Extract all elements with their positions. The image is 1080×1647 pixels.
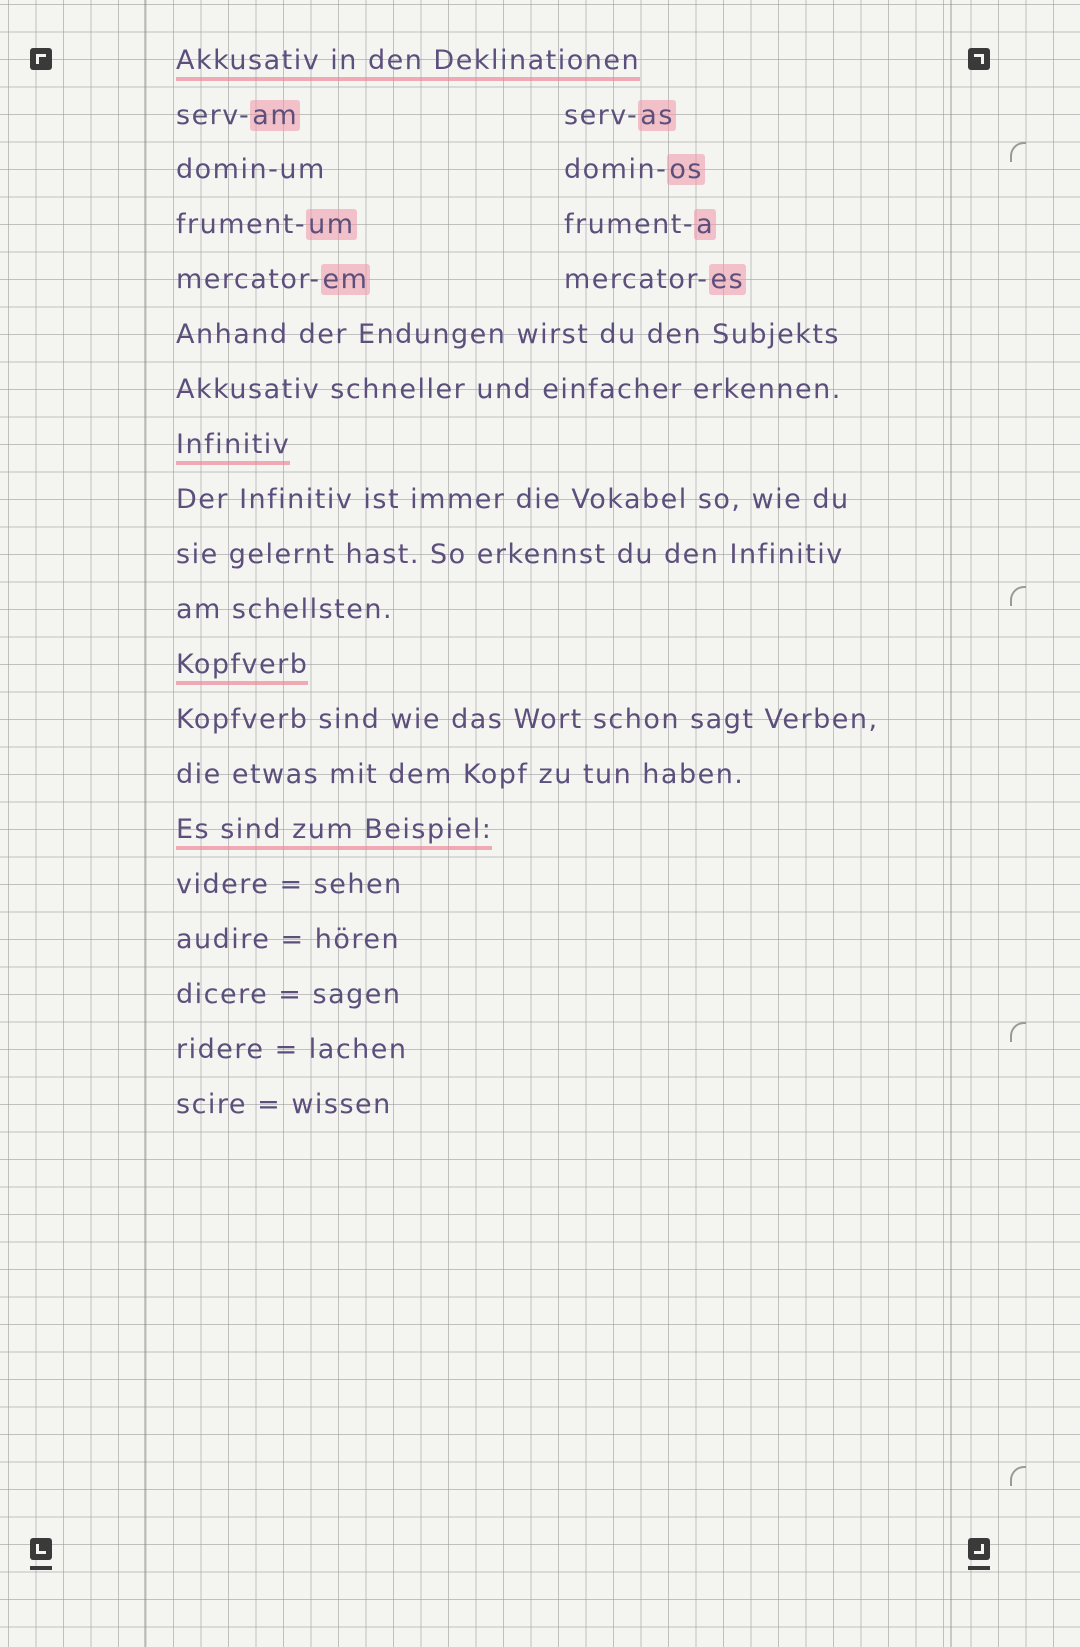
latin-verb: ridere: [176, 1034, 265, 1065]
corner-marker-icon: [968, 1538, 990, 1560]
infinitiv-line: Der Infinitiv ist immer die Vokabel so, wie du: [176, 484, 850, 515]
kopfverb-title: Kopfverb: [176, 649, 308, 685]
latin-verb: scire: [176, 1089, 248, 1120]
singular-stem: frument-: [176, 209, 307, 240]
examples-heading: [176, 813, 492, 847]
german-translation: lachen: [308, 1034, 408, 1065]
punch-hole-icon: [1010, 142, 1026, 162]
plural-ending: es: [710, 264, 745, 295]
infinitiv-line: am schellsten.: [176, 594, 394, 625]
infinitiv-line: sie gelernt hast. So erkennst du den Infinitiv: [176, 539, 844, 570]
plural-stem: domin-: [564, 154, 668, 185]
marker-bar-icon: [968, 1566, 990, 1570]
punch-hole-icon: [1010, 1022, 1026, 1042]
example-row: audire = hören: [176, 924, 401, 955]
singular-stem: mercator-: [176, 264, 321, 295]
punch-hole-icon: [1010, 1466, 1026, 1486]
page-heading: [176, 44, 640, 78]
plural-stem: frument-: [564, 209, 695, 240]
kopfverb-line: Kopfverb sind wie das Wort schon sagt Verben,: [176, 704, 879, 735]
plural-stem: serv-: [564, 100, 639, 131]
kopfverb-line: die etwas mit dem Kopf zu tun haben.: [176, 759, 745, 790]
infinitiv-title: Infinitiv: [176, 429, 290, 465]
singular-ending: em: [322, 264, 369, 295]
singular-stem: serv-: [176, 100, 251, 131]
heading-text: Akkusativ in den Deklinationen: [176, 45, 640, 81]
marker-bar-icon: [30, 1566, 52, 1570]
latin-verb: audire: [176, 924, 271, 955]
note-line: Akkusativ schneller und einfacher erkennen.: [176, 374, 842, 405]
german-translation: sehen: [313, 869, 403, 900]
declension-row: [176, 153, 703, 187]
plural-ending: os: [669, 154, 703, 185]
corner-marker-icon: [30, 1538, 52, 1560]
punch-hole-icon: [1010, 586, 1026, 606]
latin-verb: dicere: [176, 979, 269, 1010]
corner-marker-icon: [968, 48, 990, 70]
declension-row: [176, 263, 745, 297]
singular-stem: domin-: [176, 154, 280, 185]
plural-ending: as: [640, 100, 674, 131]
examples-heading-text: Es sind zum Beispiel:: [176, 814, 492, 850]
plural-stem: mercator-: [564, 264, 709, 295]
example-row: dicere = sagen: [176, 979, 402, 1010]
corner-marker-icon: [30, 48, 52, 70]
singular-ending: um: [279, 154, 326, 185]
singular-ending: am: [252, 100, 299, 131]
german-translation: hören: [314, 924, 401, 955]
right-margin-line: [950, 0, 952, 1647]
note-line: Anhand der Endungen wirst du den Subjekts: [176, 319, 840, 350]
section-title-infinitiv: [176, 428, 290, 462]
declension-row: [176, 208, 715, 242]
singular-ending: um: [308, 209, 355, 240]
latin-verb: videre: [176, 869, 270, 900]
german-translation: sagen: [312, 979, 402, 1010]
example-row: videre = sehen: [176, 869, 403, 900]
example-row: ridere = lachen: [176, 1034, 408, 1065]
section-title-kopfverb: [176, 648, 308, 682]
german-translation: wissen: [291, 1089, 392, 1120]
left-margin-line: [144, 0, 146, 1647]
example-row: scire = wissen: [176, 1089, 392, 1120]
plural-ending: a: [696, 209, 715, 240]
declension-row: [176, 99, 674, 133]
